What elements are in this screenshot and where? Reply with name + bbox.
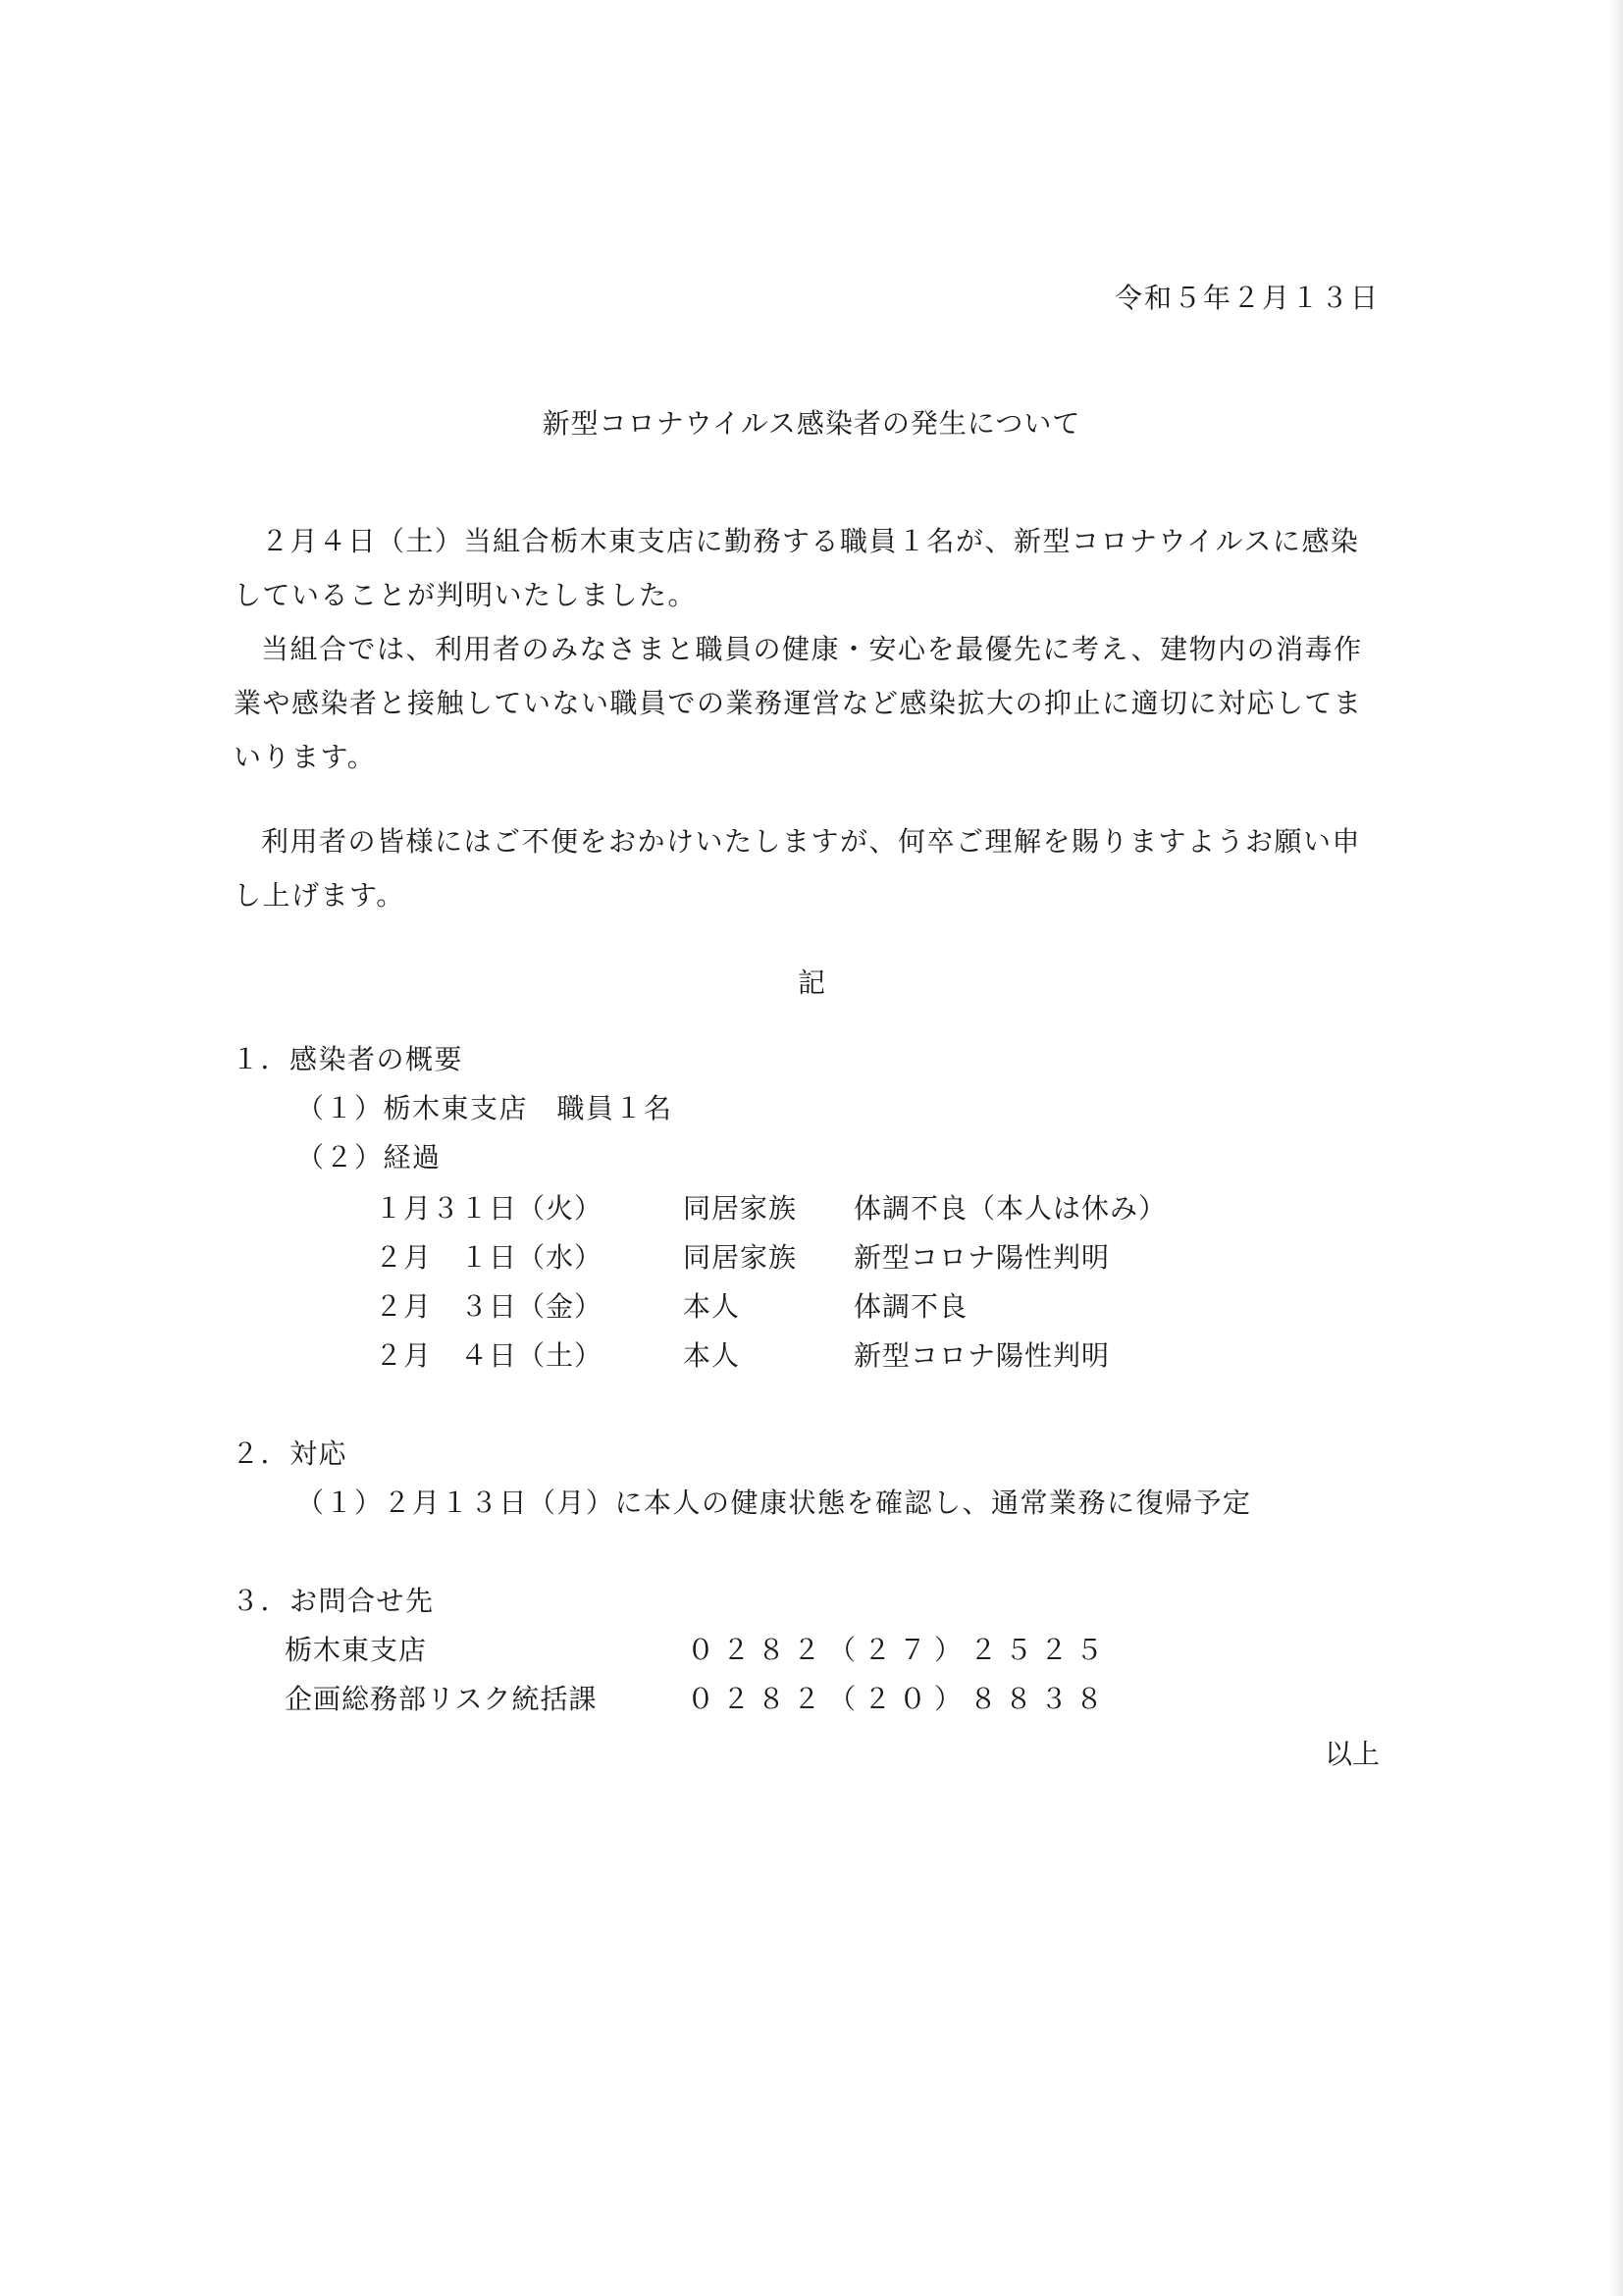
- overview-item-branch: （１）栃木東支店 職員１名: [296, 1092, 673, 1124]
- scan-edge-shadow: [1609, 0, 1623, 2296]
- timeline-event: 新型コロナ陽性判明: [854, 1339, 1111, 1372]
- timeline-row: [0, 1334, 1623, 1374]
- contact-row: [0, 1629, 1623, 1668]
- timeline-date: ２月 ４日（土）: [375, 1339, 603, 1372]
- ki-marker: 記: [797, 966, 825, 999]
- timeline-row: [0, 1285, 1623, 1325]
- timeline-event: 体調不良（本人は休み）: [854, 1192, 1168, 1225]
- timeline-date: １月３１日（火）: [375, 1192, 603, 1225]
- section-heading-overview: １．感染者の概要: [232, 1043, 464, 1075]
- timeline-date: ２月 １日（水）: [375, 1241, 603, 1274]
- contact-phone: ０２８２（２７）２５２５: [687, 1634, 1112, 1666]
- timeline-event: 体調不良: [854, 1290, 969, 1323]
- contact-row: [0, 1678, 1623, 1717]
- timeline-row: [0, 1187, 1623, 1226]
- timeline-person: 本人: [683, 1339, 741, 1372]
- timeline-person: 同居家族: [683, 1192, 798, 1225]
- section-heading-response: ２．対応: [232, 1437, 348, 1470]
- paragraph-response: 当組合では、利用者のみなさまと職員の健康・安心を最優先に考え、建物内の消毒作業や感染者と接触していない職員での業務運営など感染拡大の抑止に適切に対応してまいります。: [234, 633, 1363, 773]
- timeline-person: 同居家族: [683, 1241, 798, 1274]
- overview-item-progress: （２）経過: [296, 1141, 442, 1174]
- contact-phone: ０２８２（２０）８８３８: [687, 1683, 1112, 1715]
- document-date: 令和５年２月１３日: [1114, 282, 1380, 314]
- timeline-person: 本人: [683, 1290, 741, 1323]
- paragraph-announcement: ２月４日（土）当組合栃木東支店に勤務する職員１名が、新型コロナウイルスに感染していることが判明いたしました。: [234, 525, 1360, 611]
- document-title: 新型コロナウイルス感染者の発生について: [542, 407, 1081, 440]
- timeline-event: 新型コロナ陽性判明: [854, 1241, 1111, 1274]
- timeline-row: [0, 1236, 1623, 1276]
- section-heading-contact: ３．お問合せ先: [232, 1585, 435, 1617]
- response-item: （１）２月１３日（月）に本人の健康状態を確認し、通常業務に復帰予定: [296, 1487, 1252, 1519]
- contact-name: 栃木東支店: [285, 1634, 428, 1666]
- timeline-date: ２月 ３日（金）: [375, 1290, 603, 1323]
- contact-name: 企画総務部リスク統括課: [285, 1683, 598, 1715]
- closing-mark: 以上: [1324, 1738, 1380, 1770]
- paragraph-apology: 利用者の皆様にはご不便をおかけいたしますが、何卒ご理解を賜りますようお願い申し上げます。: [234, 825, 1362, 912]
